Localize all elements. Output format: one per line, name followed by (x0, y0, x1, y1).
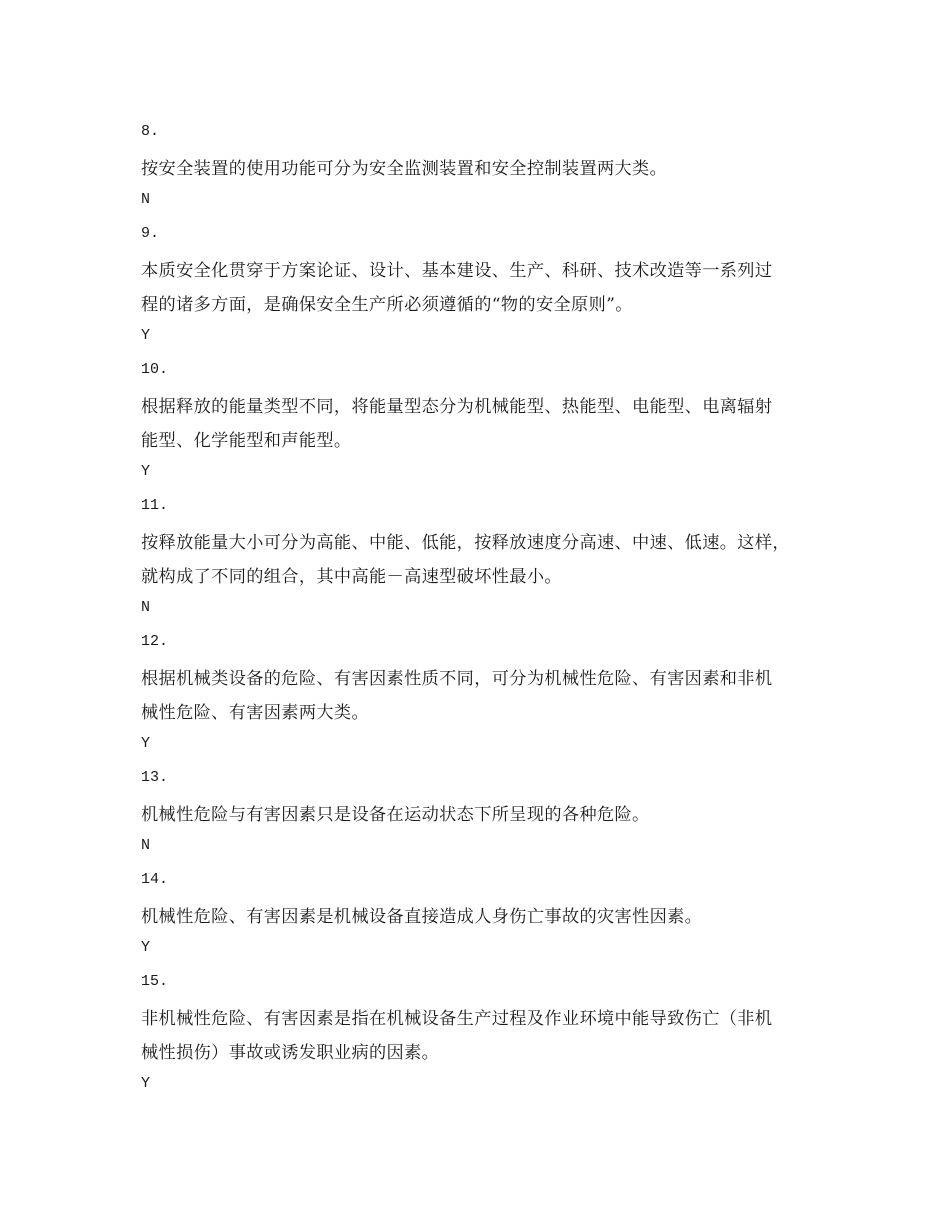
question-number: 9. (141, 225, 160, 242)
question-text-line: 械性损伤）事故或诱发职业病的因素。 (141, 1043, 440, 1063)
question-text-line: 本质安全化贯穿于方案论证、设计、基本建设、生产、科研、技术改造等一系列过 (141, 261, 773, 281)
question-text (141, 390, 831, 458)
question-item (141, 492, 831, 628)
question-text-line: 按释放能量大小可分为高能、中能、低能，按释放速度分高速、中速、低速。这样， (141, 533, 790, 553)
question-text-line: 非机械性危险、有害因素是指在机械设备生产过程及作业环境中能导致伤亡（非机 (141, 1009, 773, 1029)
question-text-line: 根据机械类设备的危险、有害因素性质不同，可分为机械性危险、有害因素和非机 (141, 669, 773, 689)
question-text-line: 就构成了不同的组合，其中高能－高速型破坏性最小。 (141, 567, 562, 587)
question-answer: N (141, 599, 151, 616)
question-item (141, 866, 831, 968)
question-text (141, 526, 831, 594)
question-item (141, 118, 831, 220)
question-text (141, 798, 831, 832)
question-text-line: 能型、化学能型和声能型。 (141, 431, 352, 451)
question-text (141, 254, 831, 322)
question-number: 10. (141, 361, 169, 378)
question-number: 14. (141, 871, 169, 888)
question-text (141, 1002, 831, 1070)
question-text (141, 662, 831, 730)
document-page (141, 118, 831, 1104)
question-number: 13. (141, 769, 169, 786)
question-text (141, 152, 831, 186)
question-answer: Y (141, 939, 151, 956)
question-answer: Y (141, 735, 151, 752)
question-text-line: 械性危险、有害因素两大类。 (141, 703, 369, 723)
question-answer: Y (141, 1075, 151, 1092)
question-number: 11. (141, 497, 169, 514)
question-text (141, 900, 831, 934)
question-number: 12. (141, 633, 169, 650)
question-text-line: 根据释放的能量类型不同，将能量型态分为机械能型、热能型、电能型、电离辐射 (141, 397, 773, 417)
question-answer: Y (141, 463, 151, 480)
question-item (141, 968, 831, 1104)
question-item (141, 356, 831, 492)
question-item (141, 220, 831, 356)
question-item (141, 764, 831, 866)
question-answer: Y (141, 327, 151, 344)
question-item (141, 628, 831, 764)
question-number: 15. (141, 973, 169, 990)
question-answer: N (141, 191, 151, 208)
question-text-line: 机械性危险与有害因素只是设备在运动状态下所呈现的各种危险。 (141, 805, 650, 825)
question-answer: N (141, 837, 151, 854)
question-number: 8. (141, 123, 160, 140)
question-text-line: 按安全装置的使用功能可分为安全监测装置和安全控制装置两大类。 (141, 159, 668, 179)
question-text-line: 程的诸多方面，是确保安全生产所必须遵循的“物的安全原则”。 (141, 295, 633, 315)
question-text-line: 机械性危险、有害因素是机械设备直接造成人身伤亡事故的灾害性因素。 (141, 907, 703, 927)
